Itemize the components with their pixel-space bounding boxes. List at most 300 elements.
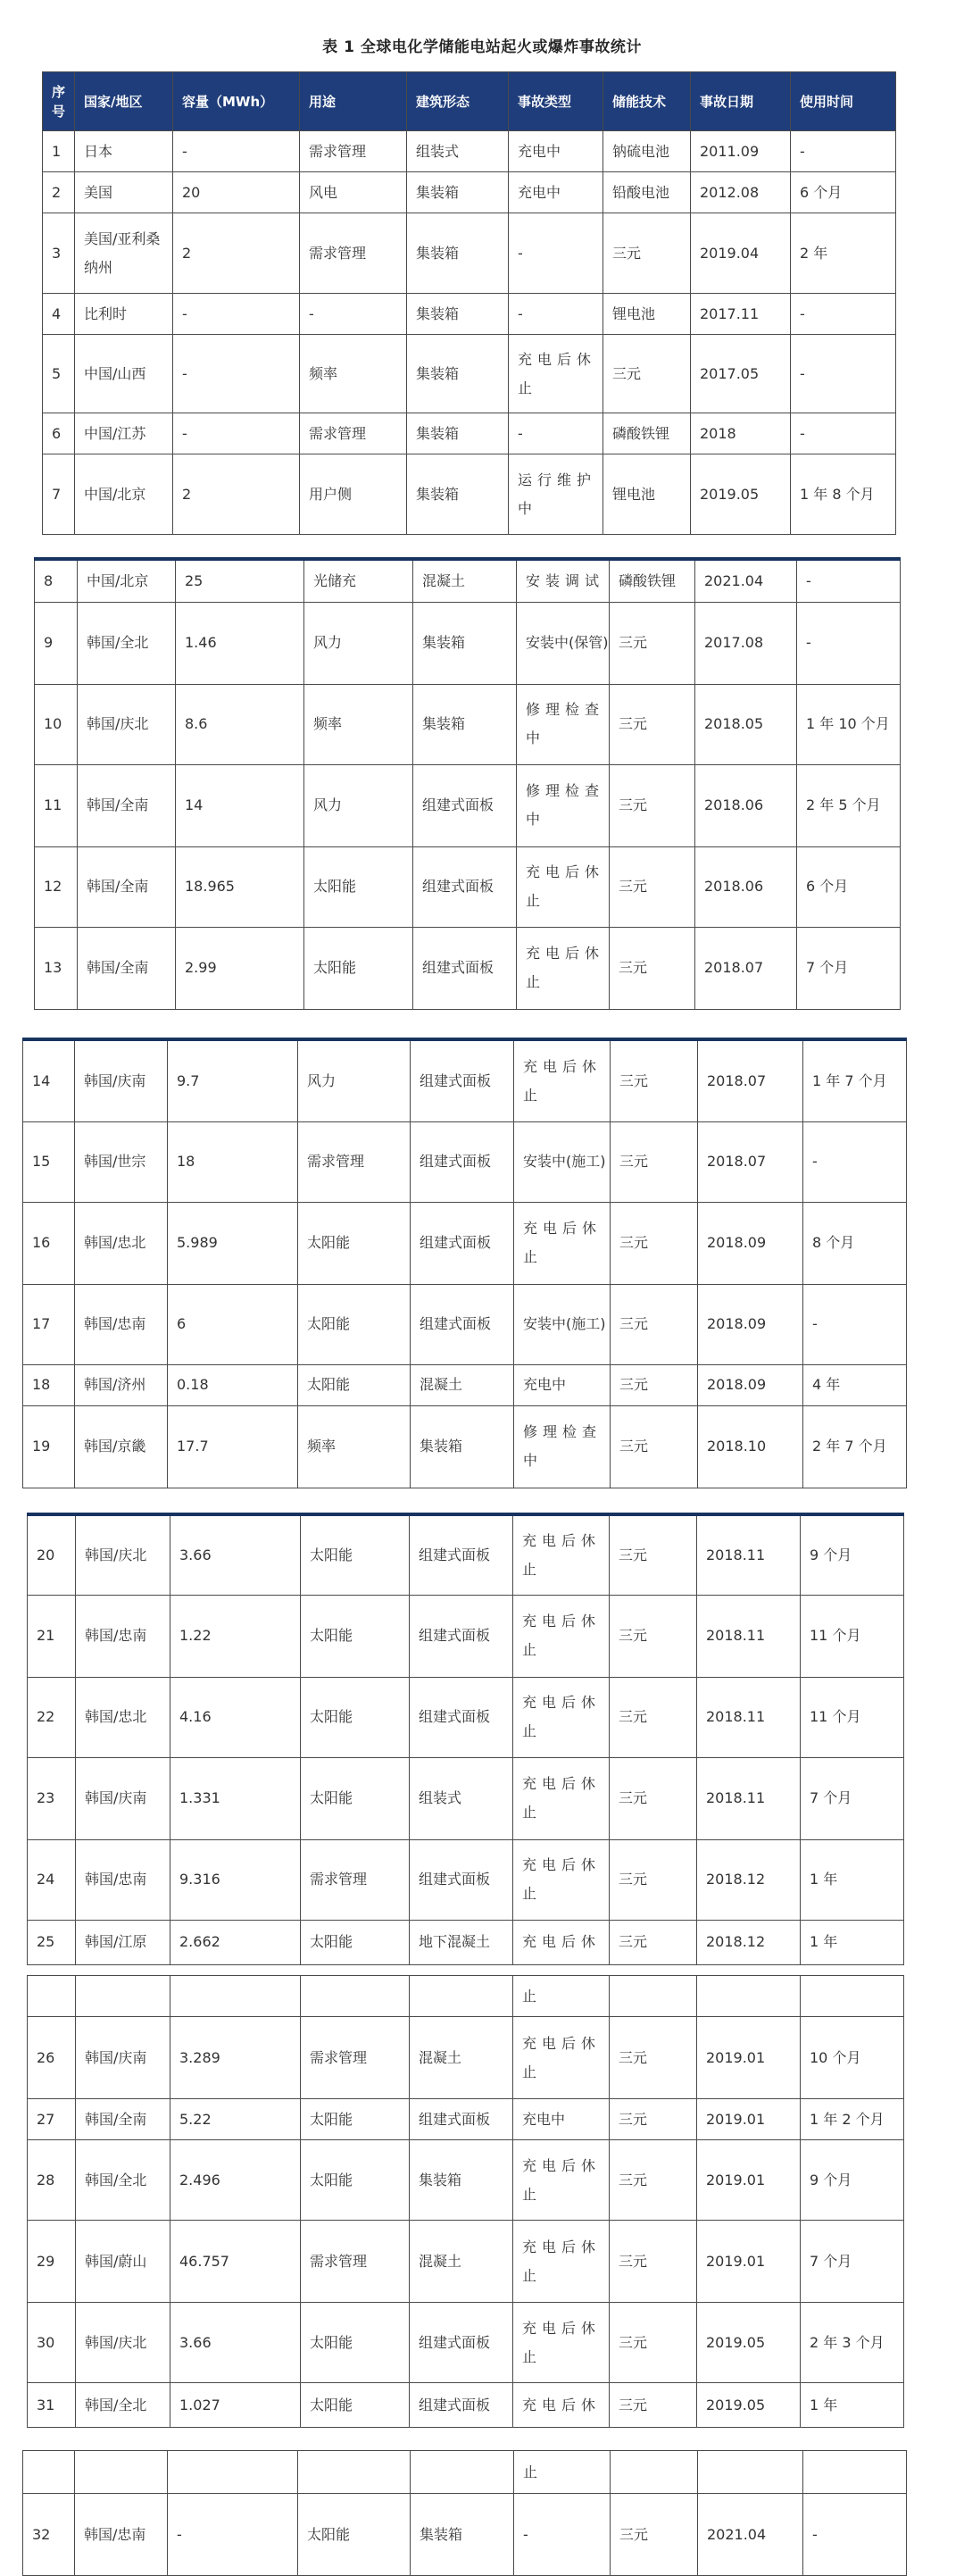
cell-col-capacity: 46.757 (170, 2221, 301, 2303)
cell-col-duration: - (791, 413, 896, 454)
cell-col-building: 集装箱 (411, 1405, 514, 1488)
cell-col-date: 2018.10 (698, 1405, 803, 1488)
cell-col-date: 2018.11 (697, 1677, 801, 1757)
cell-col-index: 22 (28, 1677, 76, 1757)
cell-col-building: 组装式 (407, 131, 509, 172)
cell-col-accident-type: 充电后休止 (514, 1202, 611, 1284)
cell-col-date (698, 2451, 803, 2494)
cell-col-technology (610, 1976, 697, 2017)
cell-col-index: 28 (28, 2140, 76, 2221)
cell-col-technology: 三元 (603, 335, 691, 413)
cell-col-accident-type: 安装中(施工) (514, 1121, 611, 1202)
cell-col-country: 中国/北京 (75, 454, 173, 535)
cell-col-date: 2018.05 (695, 684, 797, 764)
cell-col-building: 组建式面板 (413, 764, 517, 846)
cell-col-capacity (168, 2451, 298, 2494)
table-row (35, 602, 901, 684)
cell-col-technology: 锂电池 (603, 294, 691, 335)
cell-col-usage: 太阳能 (298, 1284, 411, 1364)
cell-col-date: 2019.05 (691, 454, 791, 535)
cell-col-duration: - (791, 294, 896, 335)
cell-col-technology: 三元 (610, 684, 695, 764)
cell-col-duration: - (803, 1284, 907, 1364)
table-row (28, 1677, 904, 1757)
cell-col-date: 2018.09 (698, 1364, 803, 1405)
cell-col-building: 组建式面板 (410, 1595, 513, 1677)
cell-col-building: 集装箱 (407, 454, 509, 535)
cell-col-building: 混凝土 (410, 2221, 513, 2303)
cell-col-usage (301, 1976, 410, 2017)
cell-col-usage: 需求管理 (301, 1839, 410, 1920)
cell-col-accident-type: 充电中 (514, 1364, 611, 1405)
cell-col-duration: - (803, 2494, 907, 2576)
cell-col-capacity: 9.7 (168, 1039, 298, 1121)
cell-col-technology: 三元 (610, 602, 695, 684)
cell-col-duration: 11 个月 (801, 1595, 904, 1677)
cell-col-index: 29 (28, 2221, 76, 2303)
cell-col-duration: 2 年 5 个月 (797, 764, 901, 846)
table-row (43, 131, 896, 172)
table-row (35, 846, 901, 927)
cell-col-country: 韩国/庆北 (76, 2303, 170, 2383)
cell-col-accident-type: 运行维护中 (509, 454, 603, 535)
table-row (28, 2303, 904, 2383)
cell-col-building: 组建式面板 (411, 1202, 514, 1284)
cell-col-country: 韩国/济州 (75, 1364, 168, 1405)
cell-col-country: 韩国/忠南 (76, 1595, 170, 1677)
cell-col-usage: 风力 (304, 764, 413, 846)
cell-col-capacity: 6 (168, 1284, 298, 1364)
cell-col-duration: - (797, 602, 901, 684)
cell-col-capacity: 1.22 (170, 1595, 301, 1677)
cell-col-usage: 太阳能 (301, 1757, 410, 1839)
cell-col-usage: 太阳能 (304, 846, 413, 927)
cell-col-country: 比利时 (75, 294, 173, 335)
table-row (23, 1284, 907, 1364)
cell-col-usage: 风力 (298, 1039, 411, 1121)
cell-col-usage: 太阳能 (301, 1677, 410, 1757)
cell-col-date: 2019.04 (691, 213, 791, 294)
cell-col-date: 2018.09 (698, 1284, 803, 1364)
cell-col-capacity: 2 (173, 454, 300, 535)
cell-col-index: 32 (23, 2494, 75, 2576)
cell-col-accident-type: 充电后休止 (513, 1514, 610, 1595)
cell-col-building: 集装箱 (411, 2494, 514, 2576)
cell-col-date (697, 1976, 801, 2017)
cell-col-capacity: 3.289 (170, 2017, 301, 2099)
cell-col-technology: 三元 (611, 1405, 698, 1488)
cell-col-usage: 太阳能 (298, 1364, 411, 1405)
cell-col-country (76, 1976, 170, 2017)
cell-col-usage: - (300, 294, 407, 335)
cell-col-duration: 1 年 7 个月 (803, 1039, 907, 1121)
cell-col-usage: 用户侧 (300, 454, 407, 535)
cell-col-building: 集装箱 (407, 335, 509, 413)
cell-col-technology: 三元 (611, 1364, 698, 1405)
cell-col-technology: 三元 (610, 2303, 697, 2383)
cell-col-date: 2018.07 (698, 1039, 803, 1121)
table-row (35, 764, 901, 846)
cell-col-building (411, 2451, 514, 2494)
table-row (28, 1920, 904, 1964)
cell-col-country: 韩国/世宗 (75, 1121, 168, 1202)
table-row (28, 2140, 904, 2221)
cell-col-country: 韩国/全南 (76, 2099, 170, 2140)
cell-col-index: 1 (43, 131, 75, 172)
header-col-building: 建筑形态 (407, 72, 509, 131)
cell-col-building: 组建式面板 (413, 846, 517, 927)
cell-col-accident-type: 充电后休止 (514, 1039, 611, 1121)
cell-col-usage: 太阳能 (301, 2383, 410, 2428)
cell-col-accident-type: 充电后休止 (513, 2303, 610, 2383)
cell-col-country: 韩国/忠南 (75, 2494, 168, 2576)
cell-col-capacity (170, 1976, 301, 2017)
cell-col-usage: 频率 (304, 684, 413, 764)
cell-col-capacity: 5.989 (168, 1202, 298, 1284)
cell-col-index (28, 1976, 76, 2017)
cell-col-country: 韩国/蔚山 (76, 2221, 170, 2303)
cell-col-technology: 三元 (610, 1677, 697, 1757)
table-row (35, 684, 901, 764)
cell-col-index: 13 (35, 927, 78, 1009)
table-row (28, 2383, 904, 2428)
cell-col-usage: 需求管理 (301, 2017, 410, 2099)
cell-col-accident-type: 充电后休止 (517, 927, 610, 1009)
cell-col-duration: 11 个月 (801, 1677, 904, 1757)
cell-col-technology: 三元 (603, 213, 691, 294)
table-segment (34, 557, 901, 1010)
cell-col-index: 5 (43, 335, 75, 413)
cell-col-date: 2017.08 (695, 602, 797, 684)
cell-col-accident-type: - (509, 213, 603, 294)
cell-col-accident-type: 修理检查中 (517, 684, 610, 764)
cell-col-accident-type: - (509, 413, 603, 454)
cell-col-country: 中国/山西 (75, 335, 173, 413)
cell-col-index: 15 (23, 1121, 75, 1202)
cell-col-usage: 太阳能 (301, 1595, 410, 1677)
cell-col-duration: 8 个月 (803, 1202, 907, 1284)
cell-col-duration: - (803, 1121, 907, 1202)
cell-col-duration: 1 年 2 个月 (801, 2099, 904, 2140)
cell-col-country: 韩国/全北 (76, 2140, 170, 2221)
cell-col-accident-type: 充电后休止 (513, 1757, 610, 1839)
cell-col-country: 韩国/庆北 (78, 684, 176, 764)
cell-col-duration: 6 个月 (791, 172, 896, 213)
cell-col-index: 21 (28, 1595, 76, 1677)
cell-col-country: 中国/江苏 (75, 413, 173, 454)
cell-col-index: 11 (35, 764, 78, 846)
table-header-row (43, 72, 896, 131)
cell-col-technology: 三元 (610, 2140, 697, 2221)
cell-col-capacity: 18 (168, 1121, 298, 1202)
cell-col-usage: 太阳能 (301, 2099, 410, 2140)
table-row (23, 2494, 907, 2576)
header-col-capacity: 容量（MWh） (173, 72, 300, 131)
header-col-usage: 用途 (300, 72, 407, 131)
cell-col-building: 组建式面板 (411, 1039, 514, 1121)
cell-col-country: 韩国/全南 (78, 927, 176, 1009)
cell-col-index: 19 (23, 1405, 75, 1488)
cell-col-country: 韩国/庆南 (76, 2017, 170, 2099)
cell-col-building: 集装箱 (407, 294, 509, 335)
cell-col-country: 韩国/庆北 (76, 1514, 170, 1595)
cell-col-building: 集装箱 (407, 172, 509, 213)
table-segment (42, 71, 896, 535)
cell-col-capacity: 2 (173, 213, 300, 294)
cell-col-index: 23 (28, 1757, 76, 1839)
cell-col-accident-type: 充电后休止 (509, 335, 603, 413)
cell-col-accident-type: 充电后休止 (513, 2221, 610, 2303)
cell-col-date: 2019.01 (697, 2017, 801, 2099)
cell-col-duration: 1 年 (801, 2383, 904, 2428)
cell-col-building: 组建式面板 (410, 1514, 513, 1595)
cell-col-technology: 三元 (610, 927, 695, 1009)
cell-col-capacity: 3.66 (170, 2303, 301, 2383)
cell-col-country: 韩国/全北 (76, 2383, 170, 2428)
table-title: 表 1 全球电化学储能电站起火或爆炸事故统计 (322, 38, 642, 56)
cell-col-duration: 4 年 (803, 1364, 907, 1405)
cell-col-duration: 1 年 (801, 1920, 904, 1964)
cell-col-usage: 太阳能 (304, 927, 413, 1009)
cell-col-usage: 太阳能 (301, 2303, 410, 2383)
cell-col-index: 8 (35, 559, 78, 602)
cell-col-technology: 三元 (611, 1121, 698, 1202)
cell-col-technology: 三元 (610, 2221, 697, 2303)
cell-col-date: 2021.04 (698, 2494, 803, 2576)
cell-col-country (75, 2451, 168, 2494)
cell-col-date: 2021.04 (695, 559, 797, 602)
cell-col-capacity: 3.66 (170, 1514, 301, 1595)
cell-col-usage: 太阳能 (301, 2140, 410, 2221)
cell-col-accident-type-partial: 充电后休 (513, 2383, 610, 2428)
cell-col-country: 韩国/全北 (78, 602, 176, 684)
cell-col-usage: 频率 (298, 1405, 411, 1488)
cell-col-capacity: 9.316 (170, 1839, 301, 1920)
cell-col-country: 韩国/庆南 (75, 1039, 168, 1121)
cell-col-country: 日本 (75, 131, 173, 172)
cell-col-technology (611, 2451, 698, 2494)
cell-col-date: 2018.09 (698, 1202, 803, 1284)
cell-col-capacity: - (173, 131, 300, 172)
cell-col-capacity: - (173, 335, 300, 413)
table-segment (22, 2450, 907, 2576)
cell-col-accident-type: 修理检查中 (514, 1405, 611, 1488)
cell-col-usage: 需求管理 (298, 1121, 411, 1202)
cell-col-index: 20 (28, 1514, 76, 1595)
cell-col-date: 2018.12 (697, 1920, 801, 1964)
cell-col-technology: 三元 (611, 1039, 698, 1121)
table-segment (27, 1513, 904, 1965)
cell-col-accident-type: 充电后休止 (513, 1595, 610, 1677)
cell-col-capacity: 1.027 (170, 2383, 301, 2428)
cell-col-building: 集装箱 (413, 684, 517, 764)
cell-col-technology: 三元 (611, 2494, 698, 2576)
cell-col-technology: 三元 (610, 764, 695, 846)
cell-col-accident-type: 充电后休止 (517, 846, 610, 927)
header-col-date: 事故日期 (691, 72, 791, 131)
cell-col-accident-type: 止 (514, 2451, 611, 2494)
table-row (28, 1595, 904, 1677)
cell-col-date: 2019.01 (697, 2099, 801, 2140)
table-row (23, 1039, 907, 1121)
cell-col-building: 组建式面板 (411, 1284, 514, 1364)
cell-col-building: 组建式面板 (410, 2303, 513, 2383)
cell-col-building: 组建式面板 (413, 927, 517, 1009)
cell-col-index: 3 (43, 213, 75, 294)
table-row (28, 1514, 904, 1595)
cell-col-duration: 2 年 7 个月 (803, 1405, 907, 1488)
cell-col-usage: 需求管理 (300, 413, 407, 454)
cell-col-index: 14 (23, 1039, 75, 1121)
cell-col-building: 组建式面板 (411, 1121, 514, 1202)
cell-col-technology: 三元 (610, 2383, 697, 2428)
cell-col-usage: 太阳能 (301, 1920, 410, 1964)
cell-col-duration: 2 年 (791, 213, 896, 294)
cell-col-accident-type: 充电中 (509, 131, 603, 172)
cell-col-building: 组装式 (410, 1757, 513, 1839)
cell-col-date: 2018.12 (697, 1839, 801, 1920)
cell-col-country: 韩国/江原 (76, 1920, 170, 1964)
cell-col-date: 2018.11 (697, 1514, 801, 1595)
table-row (23, 1202, 907, 1284)
cell-col-capacity: 5.22 (170, 2099, 301, 2140)
cell-col-accident-type: 安装中(施工) (514, 1284, 611, 1364)
cell-col-index: 17 (23, 1284, 75, 1364)
cell-col-usage: 太阳能 (298, 2494, 411, 2576)
cell-col-duration: 2 年 3 个月 (801, 2303, 904, 2383)
cell-col-capacity: - (168, 2494, 298, 2576)
cell-col-country: 美国/亚利桑纳州 (75, 213, 173, 294)
cell-col-date: 2012.08 (691, 172, 791, 213)
cell-col-capacity: - (173, 413, 300, 454)
table-row (28, 2017, 904, 2099)
cell-col-duration: 1 年 8 个月 (791, 454, 896, 535)
cell-col-technology: 磷酸铁锂 (603, 413, 691, 454)
cell-col-capacity: 14 (176, 764, 304, 846)
cell-col-technology: 三元 (610, 846, 695, 927)
table-row (43, 172, 896, 213)
cell-col-accident-type: 充电后休止 (513, 1839, 610, 1920)
cell-col-usage: 需求管理 (300, 213, 407, 294)
cell-col-capacity: 25 (176, 559, 304, 602)
cell-col-technology: 三元 (610, 1514, 697, 1595)
cell-col-date: 2018 (691, 413, 791, 454)
cell-col-building (410, 1976, 513, 2017)
cell-col-usage: 光储充 (304, 559, 413, 602)
cell-col-duration: 7 个月 (801, 1757, 904, 1839)
cell-col-accident-type: - (509, 294, 603, 335)
cell-col-accident-type: 止 (513, 1976, 610, 2017)
table-row (43, 413, 896, 454)
cell-col-accident-type: 充电后休止 (513, 1677, 610, 1757)
cell-col-building: 集装箱 (413, 602, 517, 684)
cell-col-building: 组建式面板 (410, 2383, 513, 2428)
table-row (43, 213, 896, 294)
table-row (35, 559, 901, 602)
table-row-continuation (28, 1976, 904, 2017)
table-segment (27, 1975, 904, 2428)
cell-col-capacity: 0.18 (168, 1364, 298, 1405)
cell-col-country: 韩国/忠北 (76, 1677, 170, 1757)
cell-col-country: 韩国/京畿 (75, 1405, 168, 1488)
cell-col-duration (803, 2451, 907, 2494)
cell-col-capacity: - (173, 294, 300, 335)
table-row (28, 1839, 904, 1920)
cell-col-usage: 太阳能 (301, 1514, 410, 1595)
cell-col-index: 30 (28, 2303, 76, 2383)
header-col-country: 国家/地区 (75, 72, 173, 131)
cell-col-duration: - (797, 559, 901, 602)
cell-col-duration: 9 个月 (801, 2140, 904, 2221)
cell-col-duration: - (791, 131, 896, 172)
cell-col-index: 2 (43, 172, 75, 213)
cell-col-capacity: 2.496 (170, 2140, 301, 2221)
cell-col-index: 24 (28, 1839, 76, 1920)
cell-col-duration: 1 年 (801, 1839, 904, 1920)
cell-col-index: 12 (35, 846, 78, 927)
cell-col-usage: 太阳能 (298, 1202, 411, 1284)
cell-col-technology: 锂电池 (603, 454, 691, 535)
cell-col-building: 集装箱 (410, 2140, 513, 2221)
header-col-duration: 使用时间 (791, 72, 896, 131)
cell-col-accident-type: 充电后休止 (513, 2017, 610, 2099)
cell-col-country: 韩国/全南 (78, 846, 176, 927)
cell-col-technology: 三元 (610, 2017, 697, 2099)
cell-col-accident-type: - (514, 2494, 611, 2576)
table-segment (22, 1038, 907, 1488)
cell-col-accident-type: 修理检查中 (517, 764, 610, 846)
cell-col-capacity: 2.99 (176, 927, 304, 1009)
table-row (28, 2221, 904, 2303)
cell-col-date: 2019.01 (697, 2221, 801, 2303)
cell-col-technology: 三元 (611, 1284, 698, 1364)
cell-col-date: 2019.05 (697, 2383, 801, 2428)
table-row (28, 1757, 904, 1839)
cell-col-date: 2018.07 (698, 1121, 803, 1202)
cell-col-duration: 7 个月 (797, 927, 901, 1009)
cell-col-index: 27 (28, 2099, 76, 2140)
cell-col-date: 2018.06 (695, 764, 797, 846)
cell-col-index: 4 (43, 294, 75, 335)
cell-col-usage: 频率 (300, 335, 407, 413)
cell-col-country: 韩国/忠北 (75, 1202, 168, 1284)
cell-col-building: 组建式面板 (410, 1677, 513, 1757)
cell-col-capacity: 18.965 (176, 846, 304, 927)
table-row (23, 1364, 907, 1405)
cell-col-building: 集装箱 (407, 413, 509, 454)
header-col-accident-type: 事故类型 (509, 72, 603, 131)
cell-col-duration: 9 个月 (801, 1514, 904, 1595)
cell-col-technology: 三元 (610, 1595, 697, 1677)
cell-col-index: 9 (35, 602, 78, 684)
table-row (43, 335, 896, 413)
cell-col-technology: 钠硫电池 (603, 131, 691, 172)
cell-col-technology: 磷酸铁锂 (610, 559, 695, 602)
cell-col-duration: 6 个月 (797, 846, 901, 927)
cell-col-building: 混凝土 (411, 1364, 514, 1405)
cell-col-building: 组建式面板 (410, 1839, 513, 1920)
cell-col-date: 2017.11 (691, 294, 791, 335)
cell-col-country: 韩国/忠南 (75, 1284, 168, 1364)
cell-col-accident-type: 充电中 (513, 2099, 610, 2140)
cell-col-duration: 1 年 10 个月 (797, 684, 901, 764)
cell-col-index: 6 (43, 413, 75, 454)
cell-col-accident-type-partial: 充电后休 (513, 1920, 610, 1964)
cell-col-building: 混凝土 (410, 2017, 513, 2099)
cell-col-date: 2018.07 (695, 927, 797, 1009)
cell-col-accident-type: 安装中(保管) (517, 602, 610, 684)
cell-col-technology: 三元 (610, 1757, 697, 1839)
